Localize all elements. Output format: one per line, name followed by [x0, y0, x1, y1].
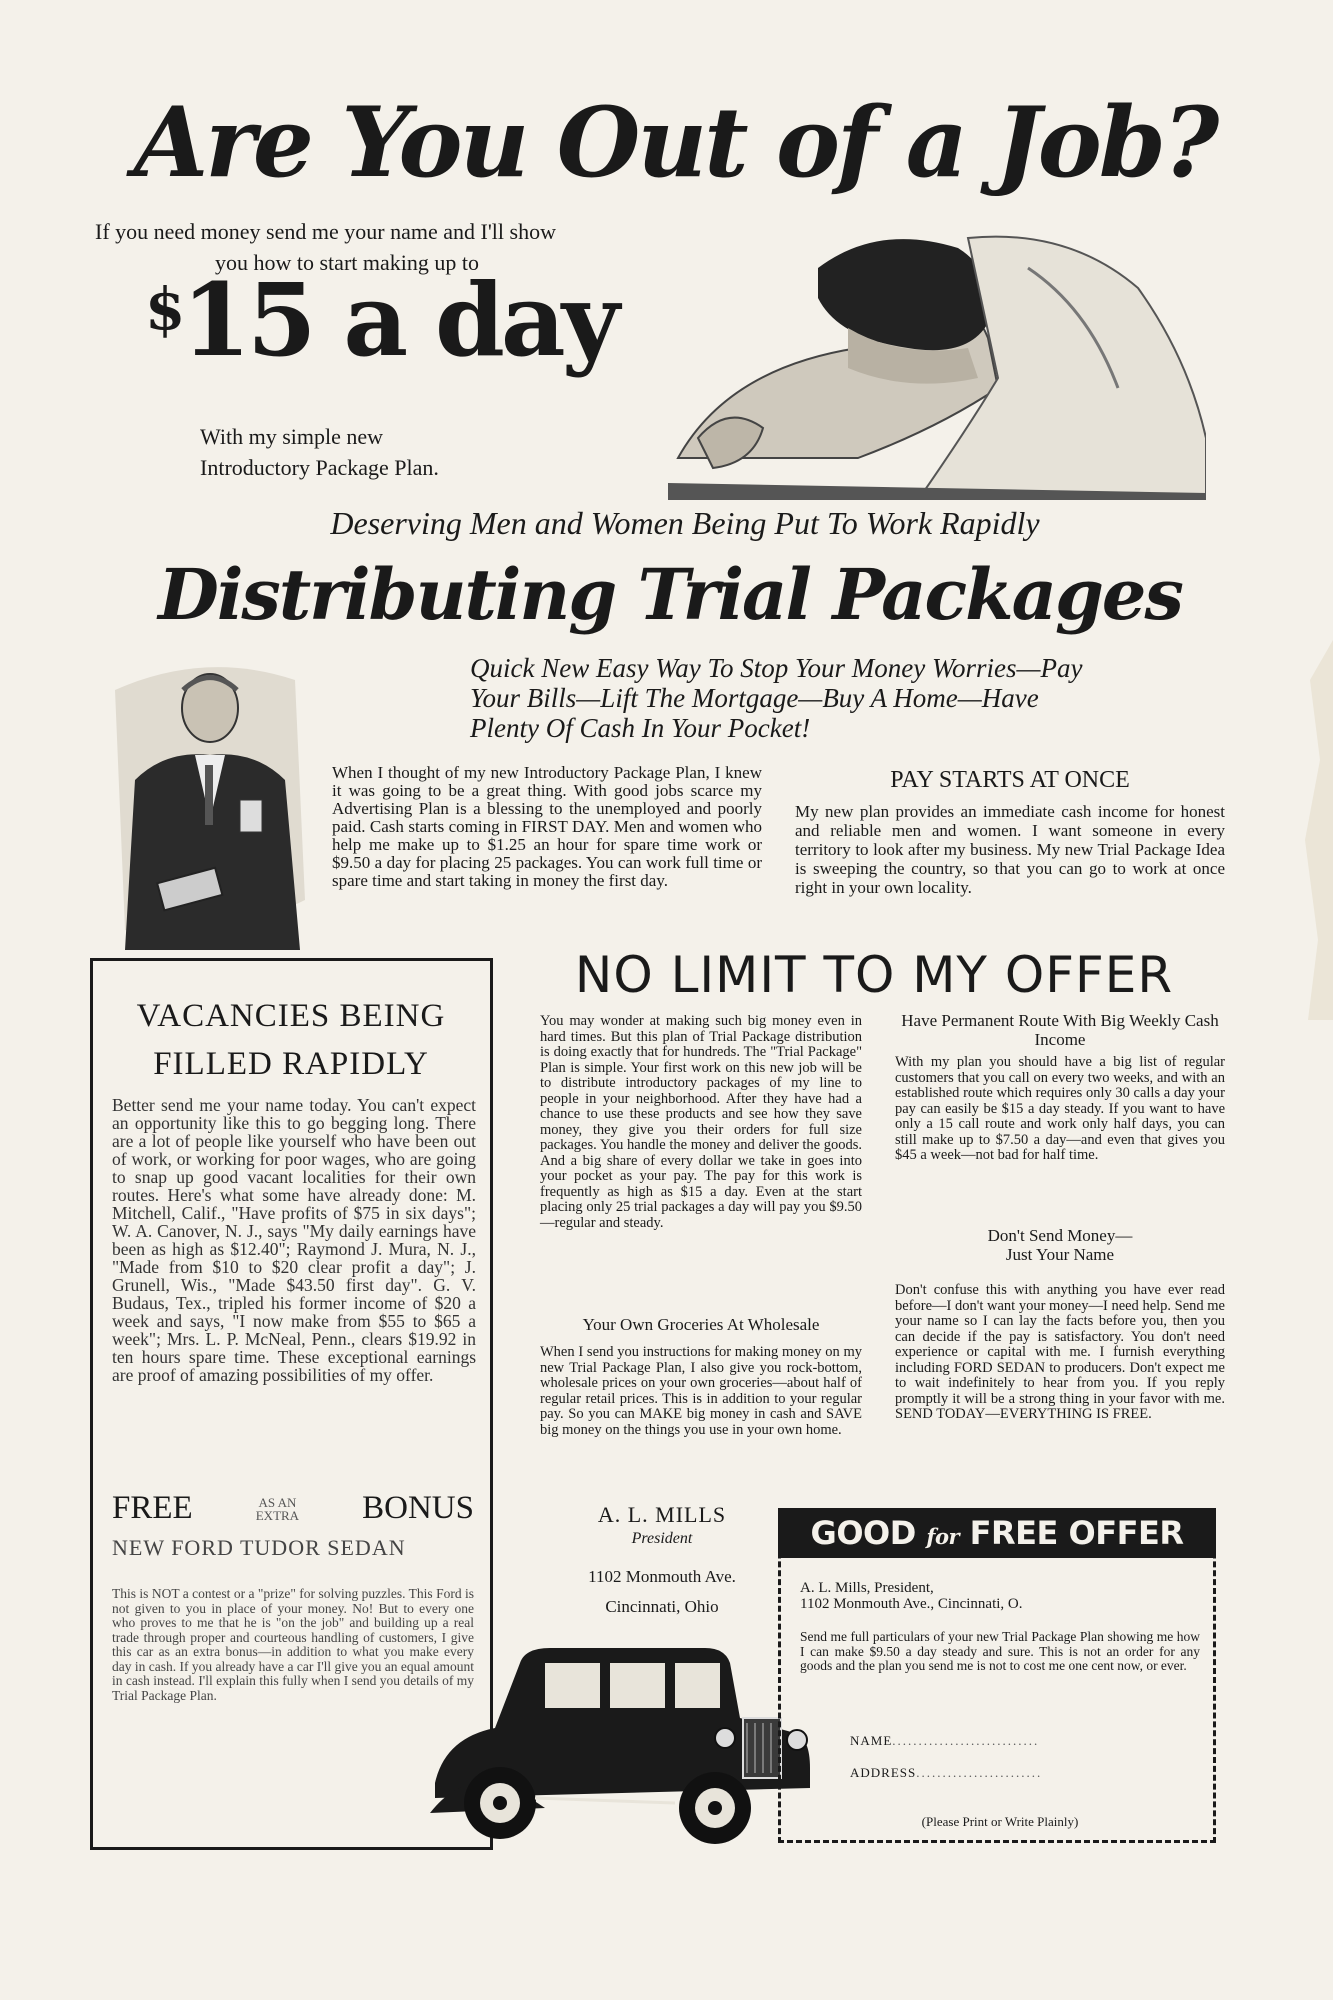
signer-address: [522, 1562, 802, 1622]
groceries-heading: Your Own Groceries At Wholesale: [582, 1315, 820, 1334]
quick-subhead: Quick New Easy Way To Stop Your Money Worries—Pay Your Bills—Lift The Mortgage—Buy A Home—Have Plenty Of Cash In Your Pocket!: [470, 653, 1083, 743]
as-an-extra: [256, 1496, 299, 1522]
plan-line-1: With my simple new: [200, 424, 384, 449]
torn-edge-mark: [1290, 640, 1333, 1020]
for-word: for: [926, 1524, 960, 1549]
vacancies-heading-line-2: FILLED RAPIDLY: [153, 1046, 429, 1082]
intro-line-2: you how to start making up to: [215, 250, 479, 275]
bonus-text: This is NOT a contest or a "prize" for solving puzzles. This Ford is not given to you in place of your money. No! But to every one who proves to me that he is "on the job" and building up a real trade through proper and courteous handling of customers, I give this car as an extra bonus—in addition to what you make every day in cash. If you already have a car I'll give you an equal amount in cash instead. I'll explain this fully when I send you details of my Trial Package Plan.: [112, 1586, 474, 1703]
coupon-text: Send me full particulars of your new Trial Package Plan showing me how I can make $9.50 a day steady and sure. This is not an order for any goods and the plan you send me is not to cost me one cent now, or ever.: [800, 1629, 1200, 1673]
vacancies-text: Better send me your name today. You can't expect an opportunity like this to go begging long. There are a lot of people like yourself who have been out of work, or working for poor wages, who are going to snap up good vacant localities for their own routes. Here's what some have already done: M. Mitchell, Calif., "Have profits of $75 in six days"; W. A. Canover, N. J., says "My daily earnings have been as high as $12.40"; Raymond J. Mura, N. J., "Made from $10 to $20 clear profit a day"; J. Grunell, Wis., "Made $43.50 first day". G. V. Budaus, Tex., tripled his former income of $20 a week and says, "I now make from $55 to $65 a week"; Mrs. L. P. McNeal, Penn., clears $19.92 in ten hours spare time. These exceptional earnings are proof of amazing possibilities of my offer.: [112, 1095, 476, 1385]
dollar-sign: $: [145, 275, 182, 343]
coupon-address-line-1: A. L. Mills, President,: [800, 1580, 934, 1596]
offer-text: You may wonder at making such big money even in hard times. But this plan of Trial Package distribution is doing exactly that for hundreds. The "Trial Package" Plan is simple. Your first work on this new job will be to distribute introductory packages of my line to people in your neighborhood. After they have had a chance to use these products and see how they save money, they give you their orders for full size packages. You handle the money and deliver the goods. And a big share of every dollar we take in goes into your pocket as your pay. The pay for this work is frequently as high as $15 a day. Even at the start placing only 25 trial packages a day will pay you $9.50—regular and steady.: [540, 1013, 862, 1231]
address-label: ADDRESS: [850, 1765, 917, 1780]
amount-value: 15: [181, 261, 313, 379]
extra-word: EXTRA: [255, 1507, 300, 1523]
coupon-banner: [778, 1508, 1216, 1558]
groceries-text: When I send you instructions for making money on my new Trial Package Plan, I also give you rock-bottom, wholesale prices on your own groceries—about half of regular retail prices. This is in addition to your regular pay. So you can MAKE big money in cash and SAVE big money on the things you use in your own home.: [540, 1344, 862, 1438]
deserving-subhead: Deserving Men and Women Being Put To Work Rapidly: [330, 505, 1040, 541]
dont-send-heading: [895, 1226, 1225, 1264]
signer-street: 1102 Monmouth Ave.: [588, 1567, 736, 1586]
good-word: GOOD: [810, 1514, 916, 1552]
signer-name: A. L. MILLS: [597, 1502, 727, 1527]
dont-send-line-2: Just Your Name: [1005, 1245, 1115, 1264]
distributing-headline: Distributing Trial Packages: [158, 553, 1182, 636]
intro-line-1: If you need money send me your name and I'll show: [95, 219, 556, 244]
address-field[interactable]: [850, 1765, 1190, 1781]
despairing-man-photo: [668, 228, 1206, 500]
ford-sedan-illustration: [425, 1618, 815, 1848]
amount-rest: a day: [343, 261, 616, 379]
mills-portrait-photo: [105, 650, 310, 958]
dont-send-text: Don't confuse this with anything you have ever read before—I don't want your money—I need help. Send me your name so I can lay the facts before you, then you can decide if the pay is satisfactory. You don't need experience or capital with me. I furnish everything including FORD SEDAN to producers. Don't expect me to wait indefinitely to hear from you. If you reply promptly it will be a strong thing in your favor with me. SEND TODAY—EVERYTHING IS FREE.: [895, 1282, 1225, 1422]
coupon-box: [778, 1508, 1216, 1843]
as-an-word: AS AN: [258, 1494, 297, 1510]
name-label: NAME: [850, 1733, 893, 1748]
name-line: ............................: [892, 1733, 1040, 1748]
pay-text: My new plan provides an immediate cash income for honest and reliable men and women. I want someone in every territory to look after my business. My new Trial Package Idea is sweeping the country, so that you can go to work at once right in your own locality.: [795, 802, 1225, 897]
pay-heading: PAY STARTS AT ONCE: [890, 767, 1130, 793]
intro-paragraph: When I thought of my new Introductory Package Plan, I knew it was going to be a great thing. With good jobs scarce my Advertising Plan is a blessing to the unemployed and poorly paid. Cash starts coming in FIRST DAY. Men and women who help me make up to $1.25 an hour for spare time work or $9.50 a day for placing 25 packages. You can work full time or spare time and start taking in money the first day.: [332, 763, 762, 890]
coupon-note: (Please Print or Write Plainly): [921, 1814, 1079, 1829]
coupon-address: [800, 1580, 1200, 1612]
bonus-heading: [112, 1490, 474, 1561]
name-field[interactable]: [850, 1733, 1190, 1749]
car-name: NEW FORD TUDOR SEDAN: [112, 1535, 406, 1560]
vacancies-heading: [112, 992, 470, 1088]
address-line: ........................: [916, 1765, 1043, 1780]
route-text: With my plan you should have a big list of regular customers that you call on every two weeks, and with an established route which requires only 30 calls a day your pay can easily be $15 a day steady. If you want to have only a 15 call route and work only half days, you can still make up to $7.50 a day—and even that gives you $45 a week—not bad for half time.: [895, 1054, 1225, 1163]
offer-heading: NO LIMIT TO MY OFFER: [574, 946, 1174, 1004]
signer-title: President: [631, 1530, 693, 1547]
vacancies-heading-line-1: VACANCIES BEING: [136, 998, 446, 1034]
route-heading: Have Permanent Route With Big Weekly Cash Income: [901, 1011, 1219, 1049]
coupon-address-line-2: 1102 Monmouth Ave., Cincinnati, O.: [800, 1596, 1023, 1612]
plan-text: [200, 421, 580, 483]
signer-block: [522, 1502, 802, 1622]
free-word: FREE: [112, 1490, 193, 1526]
free-offer-words: FREE OFFER: [969, 1514, 1184, 1552]
plan-line-2: Introductory Package Plan.: [200, 455, 439, 480]
dont-send-line-1: Don't Send Money—: [987, 1226, 1133, 1245]
bonus-word: BONUS: [362, 1490, 474, 1526]
main-title: Are You Out of a Job?: [133, 86, 1217, 199]
bonus-heading-row: [112, 1490, 474, 1527]
signer-city: Cincinnati, Ohio: [605, 1597, 719, 1616]
